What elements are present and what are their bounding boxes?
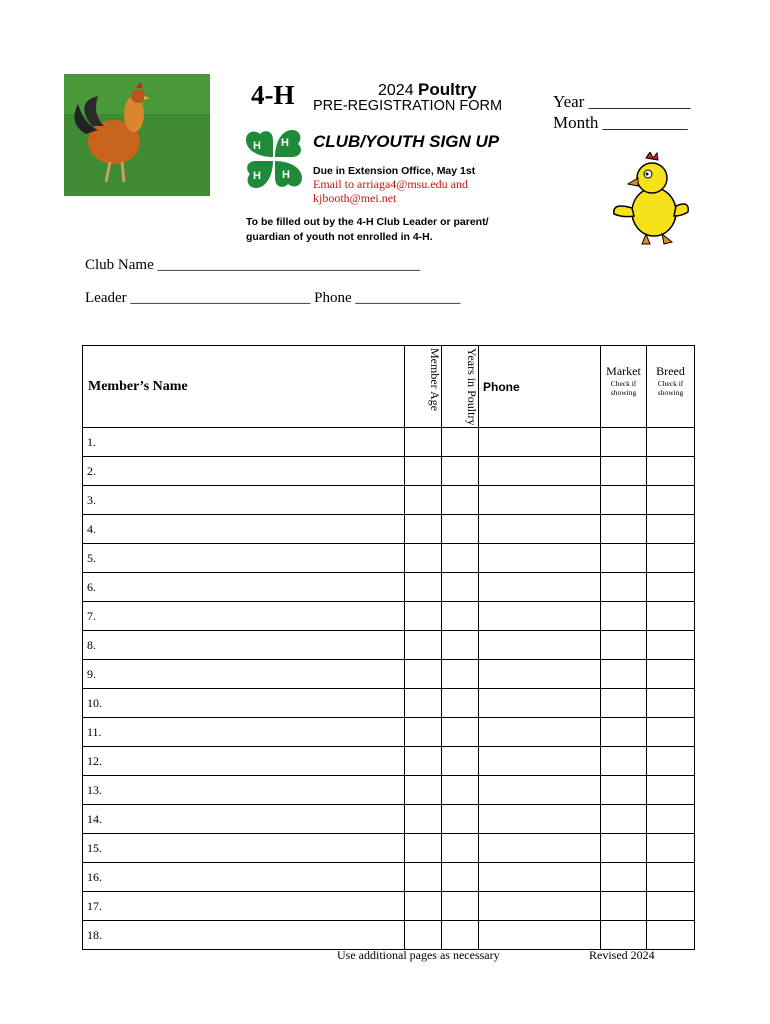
instructions-line-2: guardian of youth not enrolled in 4-H. [246,231,433,243]
member-name-cell[interactable]: 16. [83,863,405,892]
market-check-cell[interactable] [601,602,647,631]
years-in-poultry-cell[interactable] [442,689,479,718]
form-year: 2024 [378,82,414,99]
years-in-poultry-cell[interactable] [442,776,479,805]
years-in-poultry-cell[interactable] [442,428,479,457]
member-name-cell[interactable]: 5. [83,544,405,573]
email-line-1: Email to arriaga4@msu.edu and [313,177,469,191]
table-row [83,660,695,689]
table-row [83,805,695,834]
member-age-cell[interactable] [405,921,442,950]
phone-cell[interactable] [479,718,601,747]
breed-check-cell[interactable] [647,834,695,863]
table-row [83,515,695,544]
member-age-header: Member Age [405,346,442,428]
table-row [83,892,695,921]
years-in-poultry-cell[interactable] [442,457,479,486]
phone-cell[interactable] [479,689,601,718]
phone-cell[interactable] [479,515,601,544]
form-name: PRE-REGISTRATION FORM [313,98,503,114]
years-in-poultry-cell[interactable] [442,660,479,689]
breed-check-cell[interactable] [647,747,695,776]
four-h-clover-logo [240,126,306,192]
years-in-poultry-cell[interactable] [442,863,479,892]
breed-check-cell[interactable] [647,486,695,515]
table-row [83,776,695,805]
table-row [83,428,695,457]
member-age-cell[interactable] [405,834,442,863]
member-name-cell[interactable]: 7. [83,602,405,631]
phone-cell[interactable] [479,747,601,776]
phone-cell[interactable] [479,776,601,805]
breed-check-cell[interactable] [647,660,695,689]
years-in-poultry-cell[interactable] [442,834,479,863]
member-name-cell[interactable]: 11. [83,718,405,747]
market-check-cell[interactable] [601,892,647,921]
phone-cell[interactable] [479,573,601,602]
years-in-poultry-cell[interactable] [442,602,479,631]
member-name-cell[interactable]: 18. [83,921,405,950]
table-row [83,544,695,573]
email-line-2: kjbooth@mei.net [313,191,397,205]
breed-label: Breed [656,364,685,378]
table-row [83,486,695,515]
member-name-cell[interactable]: 15. [83,834,405,863]
instructions-line-1: To be filled out by the 4-H Club Leader or parent/ [246,216,489,228]
member-name-cell[interactable]: 2. [83,457,405,486]
years-in-poultry-cell[interactable] [442,921,479,950]
table-row [83,921,695,950]
table-header-row [83,346,695,428]
member-name-cell[interactable]: 9. [83,660,405,689]
table-row [83,689,695,718]
form-year-species [378,80,477,100]
member-name-cell[interactable]: 10. [83,689,405,718]
years-in-poultry-cell[interactable] [442,892,479,921]
phone-cell[interactable] [479,544,601,573]
member-age-cell[interactable] [405,602,442,631]
table-row [83,631,695,660]
table-row [83,747,695,776]
footer-note: Use additional pages as necessary [337,948,500,962]
member-name-cell[interactable]: 12. [83,747,405,776]
market-check-cell[interactable] [601,776,647,805]
market-check-cell[interactable] [601,515,647,544]
years-in-poultry-cell[interactable] [442,486,479,515]
member-name-cell[interactable]: 1. [83,428,405,457]
breed-check-cell[interactable] [647,544,695,573]
member-age-cell[interactable] [405,747,442,776]
svg-text:H: H [281,137,289,149]
table-row [83,863,695,892]
member-age-cell[interactable] [405,457,442,486]
chick-cartoon [610,152,692,248]
phone-cell[interactable] [479,805,601,834]
market-check-cell[interactable] [601,660,647,689]
breed-header [647,346,695,428]
market-check-cell[interactable] [601,863,647,892]
table-row [83,602,695,631]
breed-check-note: Check if showing [657,379,684,397]
revised-date: Revised 2024 [589,948,655,962]
leader-phone-field: Leader ________________________ Phone ______________ [85,290,461,306]
rooster-photo [64,74,210,196]
month-field: Month __________ [553,113,688,132]
years-in-poultry-cell[interactable] [442,631,479,660]
market-check-cell[interactable] [601,747,647,776]
member-name-cell[interactable]: 13. [83,776,405,805]
phone-cell[interactable] [479,863,601,892]
member-age-cell[interactable] [405,486,442,515]
years-in-poultry-cell[interactable] [442,805,479,834]
market-check-note: Check if showing [610,379,637,397]
breed-check-cell[interactable] [647,631,695,660]
member-age-cell[interactable] [405,776,442,805]
years-in-poultry-header: Years in Poultry [442,346,479,428]
breed-check-cell[interactable] [647,892,695,921]
market-check-cell[interactable] [601,689,647,718]
phone-cell[interactable] [479,428,601,457]
market-check-cell[interactable] [601,805,647,834]
breed-check-cell[interactable] [647,602,695,631]
breed-check-cell[interactable] [647,805,695,834]
years-in-poultry-cell[interactable] [442,573,479,602]
breed-check-cell[interactable] [647,863,695,892]
market-check-cell[interactable] [601,718,647,747]
member-age-cell[interactable] [405,718,442,747]
member-name-cell[interactable]: 8. [83,631,405,660]
member-age-cell[interactable] [405,631,442,660]
svg-text:H: H [253,140,261,152]
market-check-cell[interactable] [601,573,647,602]
member-name-cell[interactable]: 3. [83,486,405,515]
market-check-cell[interactable] [601,834,647,863]
years-in-poultry-cell[interactable] [442,515,479,544]
breed-check-cell[interactable] [647,689,695,718]
member-age-cell[interactable] [405,863,442,892]
market-check-cell[interactable] [601,486,647,515]
market-check-cell[interactable] [601,631,647,660]
member-name-cell[interactable]: 14. [83,805,405,834]
breed-check-cell[interactable] [647,457,695,486]
phone-cell[interactable] [479,921,601,950]
member-name-cell[interactable]: 17. [83,892,405,921]
member-age-cell[interactable] [405,428,442,457]
member-age-cell[interactable] [405,544,442,573]
market-label: Market [606,364,641,378]
member-age-cell[interactable] [405,805,442,834]
member-age-cell[interactable] [405,515,442,544]
program-title: 4-H [251,80,295,110]
years-in-poultry-cell[interactable] [442,718,479,747]
phone-cell[interactable] [479,892,601,921]
members-name-header: Member’s Name [83,346,405,428]
breed-check-cell[interactable] [647,573,695,602]
market-check-cell[interactable] [601,544,647,573]
member-age-cell[interactable] [405,892,442,921]
market-check-cell[interactable] [601,457,647,486]
years-in-poultry-cell[interactable] [442,747,479,776]
phone-cell[interactable] [479,486,601,515]
market-header [601,346,647,428]
member-age-cell[interactable] [405,689,442,718]
market-check-cell[interactable] [601,428,647,457]
club-name-field: Club Name ___________________________________ [85,257,420,273]
member-age-cell[interactable] [405,660,442,689]
svg-text:H: H [253,170,261,182]
phone-cell[interactable] [479,602,601,631]
breed-check-cell[interactable] [647,515,695,544]
table-row [83,457,695,486]
phone-cell[interactable] [479,631,601,660]
member-name-cell[interactable]: 4. [83,515,405,544]
table-row [83,834,695,863]
phone-cell[interactable] [479,457,601,486]
phone-header: Phone [479,346,601,428]
table-row [83,573,695,602]
due-date-note: Due in Extension Office, May 1st [313,165,476,177]
market-check-cell[interactable] [601,921,647,950]
form-species: Poultry [418,80,477,99]
breed-check-cell[interactable] [647,718,695,747]
svg-text:H: H [282,169,290,181]
member-name-cell[interactable]: 6. [83,573,405,602]
phone-cell[interactable] [479,660,601,689]
club-youth-sign-up-heading: CLUB/YOUTH SIGN UP [313,132,500,151]
table-row [83,718,695,747]
breed-check-cell[interactable] [647,921,695,950]
breed-check-cell[interactable] [647,776,695,805]
member-registration-table [82,345,695,950]
years-in-poultry-cell[interactable] [442,544,479,573]
year-field: Year ____________ [553,92,691,111]
phone-cell[interactable] [479,834,601,863]
member-age-cell[interactable] [405,573,442,602]
breed-check-cell[interactable] [647,428,695,457]
